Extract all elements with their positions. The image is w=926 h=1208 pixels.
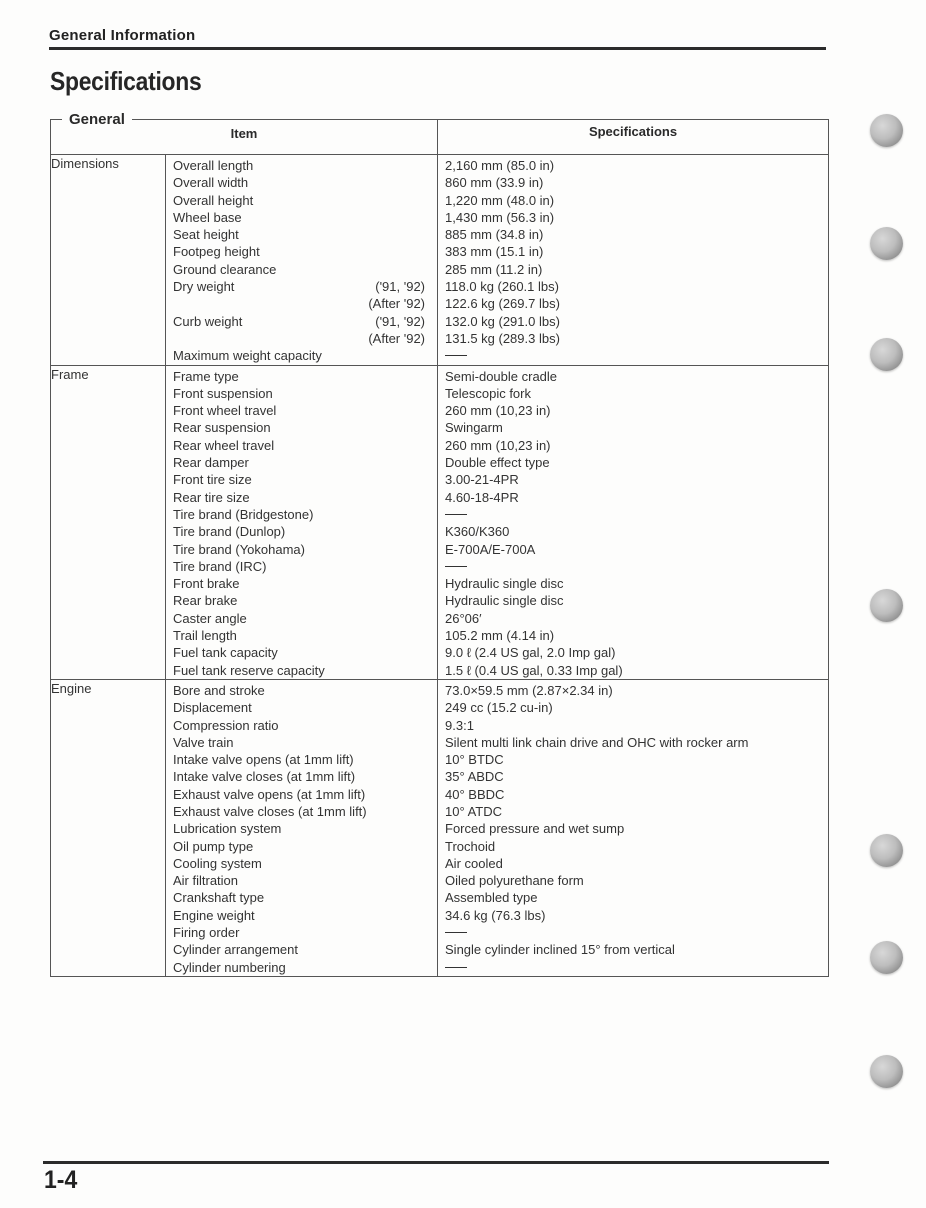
item-row xyxy=(173,820,437,837)
binder-hole-icon xyxy=(870,1055,903,1088)
spec-value: 9.3:1 xyxy=(445,717,474,733)
spec-value: 1.5 ℓ (0.4 US gal, 0.33 Imp gal) xyxy=(445,662,623,678)
item-qualifier: ('91, '92) xyxy=(375,279,426,295)
item-row xyxy=(173,803,437,820)
item-label: Ground clearance xyxy=(173,261,277,277)
binder-hole-icon xyxy=(870,227,903,260)
item-row xyxy=(173,768,437,785)
spec-value: 285 mm (11.2 in) xyxy=(445,261,543,277)
spec-value: Air cooled xyxy=(445,855,503,871)
item-row xyxy=(173,419,437,436)
item-label: Lubrication system xyxy=(173,821,282,837)
spec-value: Forced pressure and wet sump xyxy=(445,821,625,837)
spec-value: 118.0 kg (260.1 lbs) xyxy=(445,279,559,295)
dash-icon xyxy=(445,355,467,356)
column-header-item: Item xyxy=(51,120,438,155)
category-cell: Dimensions xyxy=(51,155,166,366)
spec-value: 40° BBDC xyxy=(445,786,505,802)
spec-value-none xyxy=(445,347,828,364)
spec-value: E-700A/E-700A xyxy=(445,541,536,557)
item-label: Caster angle xyxy=(173,610,247,626)
item-row xyxy=(173,226,437,243)
spec-value: 260 mm (10,23 in) xyxy=(445,403,551,419)
item-row xyxy=(173,889,437,906)
spec-value: Telescopic fork xyxy=(445,385,531,401)
spec-value-none xyxy=(445,959,828,976)
item-row xyxy=(173,575,437,592)
binder-hole-icon xyxy=(870,834,903,867)
footer-rule xyxy=(43,1161,829,1164)
item-label: Seat height xyxy=(173,227,239,243)
spec-value: Semi-double cradle xyxy=(445,368,558,384)
spec-value: Hydraulic single disc xyxy=(445,593,564,609)
spec-table-container xyxy=(50,119,828,977)
item-row xyxy=(173,838,437,855)
item-label: Front wheel travel xyxy=(173,403,277,419)
spec-value: 249 cc (15.2 cu-in) xyxy=(445,700,553,716)
category-cell: Engine xyxy=(51,679,166,976)
item-row xyxy=(173,278,437,295)
spec-value: 10° ATDC xyxy=(445,803,502,819)
item-row xyxy=(173,402,437,419)
table-group-frame xyxy=(51,365,829,679)
category-cell: Frame xyxy=(51,365,166,679)
item-label: Curb weight xyxy=(173,313,243,329)
item-label: Cooling system xyxy=(173,855,262,871)
item-row xyxy=(173,295,437,312)
spec-value: 4.60-18-4PR xyxy=(445,489,519,505)
spec-value: 105.2 mm (4.14 in) xyxy=(445,628,555,644)
item-label: Bore and stroke xyxy=(173,682,265,698)
item-row xyxy=(173,855,437,872)
item-label: Compression ratio xyxy=(173,717,279,733)
spec-column xyxy=(438,365,829,679)
item-qualifier: (After '92) xyxy=(368,330,426,346)
spec-value-none xyxy=(445,924,828,941)
section-label: General xyxy=(62,111,132,128)
item-label: Exhaust valve closes (at 1mm lift) xyxy=(173,803,367,819)
item-row xyxy=(173,209,437,226)
item-row xyxy=(173,489,437,506)
spec-value: Single cylinder inclined 15° from vertical xyxy=(445,942,675,958)
spec-value: K360/K360 xyxy=(445,524,510,540)
item-label: Front tire size xyxy=(173,472,252,488)
item-row xyxy=(173,157,437,174)
item-column xyxy=(166,155,438,366)
item-label: Front brake xyxy=(173,576,240,592)
item-label: Intake valve opens (at 1mm lift) xyxy=(173,752,354,768)
item-row xyxy=(173,717,437,734)
item-label: Firing order xyxy=(173,925,240,941)
item-label: Frame type xyxy=(173,368,239,384)
spec-value: 122.6 kg (269.7 lbs) xyxy=(445,296,560,312)
dash-icon xyxy=(445,514,467,515)
item-row xyxy=(173,454,437,471)
item-row xyxy=(173,751,437,768)
item-label: Dry weight xyxy=(173,279,235,295)
spec-value: Hydraulic single disc xyxy=(445,576,564,592)
dash-icon xyxy=(445,566,467,567)
item-label: Engine weight xyxy=(173,907,255,923)
item-row xyxy=(173,959,437,976)
item-row xyxy=(173,924,437,941)
item-label: Footpeg height xyxy=(173,244,260,260)
spec-value: 73.0×59.5 mm (2.87×2.34 in) xyxy=(445,682,613,698)
item-label: Cylinder arrangement xyxy=(173,942,299,958)
item-label: Tire brand (Yokohama) xyxy=(173,541,305,557)
spec-value: 383 mm (15.1 in) xyxy=(445,244,544,260)
item-row xyxy=(173,192,437,209)
item-row xyxy=(173,872,437,889)
item-row xyxy=(173,558,437,575)
item-row xyxy=(173,786,437,803)
page-number: 1-4 xyxy=(44,1166,78,1194)
item-label: Oil pump type xyxy=(173,838,254,854)
item-row xyxy=(173,313,437,330)
item-row xyxy=(173,330,437,347)
spec-value: 3.00-21-4PR xyxy=(445,472,519,488)
spec-value-none xyxy=(445,506,828,523)
item-label: Displacement xyxy=(173,700,252,716)
item-label: Valve train xyxy=(173,734,234,750)
table-group-dimensions xyxy=(51,155,829,366)
binder-hole-icon xyxy=(870,338,903,371)
item-row xyxy=(173,471,437,488)
spec-value: Silent multi link chain drive and OHC with rocker arm xyxy=(445,734,749,750)
spec-value: 885 mm (34.8 in) xyxy=(445,227,544,243)
item-row xyxy=(173,541,437,558)
spec-value: 1,430 mm (56.3 in) xyxy=(445,209,555,225)
spec-value: Trochoid xyxy=(445,838,496,854)
item-row xyxy=(173,941,437,958)
spec-column xyxy=(438,155,829,366)
dash-icon xyxy=(445,967,467,968)
spec-value: Swingarm xyxy=(445,420,503,436)
spec-value: 132.0 kg (291.0 lbs) xyxy=(445,313,560,329)
spec-table xyxy=(50,119,829,977)
spec-value: Oiled polyurethane form xyxy=(445,873,584,889)
spec-value: 10° BTDC xyxy=(445,752,504,768)
item-qualifier: ('91, '92) xyxy=(375,313,426,329)
item-label: Rear brake xyxy=(173,593,238,609)
item-row xyxy=(173,243,437,260)
spec-value: 35° ABDC xyxy=(445,769,504,785)
item-row xyxy=(173,261,437,278)
item-label: Overall length xyxy=(173,158,254,173)
binder-hole-icon xyxy=(870,589,903,622)
item-label: Cylinder numbering xyxy=(173,959,286,975)
item-label: Air filtration xyxy=(173,873,239,889)
item-row xyxy=(173,347,437,364)
item-label: Trail length xyxy=(173,628,237,644)
item-label: Exhaust valve opens (at 1mm lift) xyxy=(173,786,366,802)
item-label: Crankshaft type xyxy=(173,890,265,906)
item-row xyxy=(173,506,437,523)
item-column xyxy=(166,679,438,976)
column-header-spec: Specifications xyxy=(438,120,829,155)
spec-value: 260 mm (10,23 in) xyxy=(445,437,551,453)
item-label: Rear wheel travel xyxy=(173,437,275,453)
item-qualifier: (After '92) xyxy=(368,296,426,312)
item-row xyxy=(173,385,437,402)
binder-hole-icon xyxy=(870,114,903,147)
spec-value: 860 mm (33.9 in) xyxy=(445,175,544,191)
item-label: Front suspension xyxy=(173,385,273,401)
spec-value: 9.0 ℓ (2.4 US gal, 2.0 Imp gal) xyxy=(445,645,616,661)
item-label: Intake valve closes (at 1mm lift) xyxy=(173,769,356,785)
spec-column xyxy=(438,679,829,976)
dash-icon xyxy=(445,932,467,933)
spec-value: 131.5 kg (289.3 lbs) xyxy=(445,330,560,346)
item-row xyxy=(173,523,437,540)
item-row xyxy=(173,610,437,627)
spec-value: 26°06′ xyxy=(445,610,482,626)
item-row xyxy=(173,174,437,191)
spec-value: Assembled type xyxy=(445,890,538,906)
spec-table-body xyxy=(51,155,829,977)
item-label: Rear suspension xyxy=(173,420,271,436)
item-label: Tire brand (Dunlop) xyxy=(173,524,286,540)
spec-value: 1,220 mm (48.0 in) xyxy=(445,192,555,208)
item-label: Fuel tank capacity xyxy=(173,645,278,661)
item-row xyxy=(173,627,437,644)
item-row xyxy=(173,734,437,751)
table-group-engine xyxy=(51,679,829,976)
item-row xyxy=(173,907,437,924)
item-label: Fuel tank reserve capacity xyxy=(173,662,325,678)
item-label: Wheel base xyxy=(173,209,242,225)
header-rule xyxy=(49,47,826,50)
page-title: Specifications xyxy=(50,66,202,96)
item-column xyxy=(166,365,438,679)
item-label: Rear damper xyxy=(173,455,249,471)
spec-value-none xyxy=(445,558,828,575)
item-label: Overall height xyxy=(173,192,254,208)
table-header-row xyxy=(51,120,829,155)
item-label: Tire brand (IRC) xyxy=(173,558,267,574)
item-row xyxy=(173,592,437,609)
item-row xyxy=(173,368,437,385)
item-label: Overall width xyxy=(173,175,249,191)
spec-value: Double effect type xyxy=(445,455,550,471)
item-row xyxy=(173,699,437,716)
item-label: Rear tire size xyxy=(173,489,250,505)
item-row xyxy=(173,437,437,454)
item-row xyxy=(173,682,437,699)
header-section-title: General Information xyxy=(49,27,196,44)
item-row xyxy=(173,662,437,679)
spec-value: 2,160 mm (85.0 in) xyxy=(445,158,555,173)
binder-hole-icon xyxy=(870,941,903,974)
item-label: Maximum weight capacity xyxy=(173,348,322,364)
item-row xyxy=(173,644,437,661)
item-label: Tire brand (Bridgestone) xyxy=(173,506,314,522)
spec-value: 34.6 kg (76.3 lbs) xyxy=(445,907,546,923)
